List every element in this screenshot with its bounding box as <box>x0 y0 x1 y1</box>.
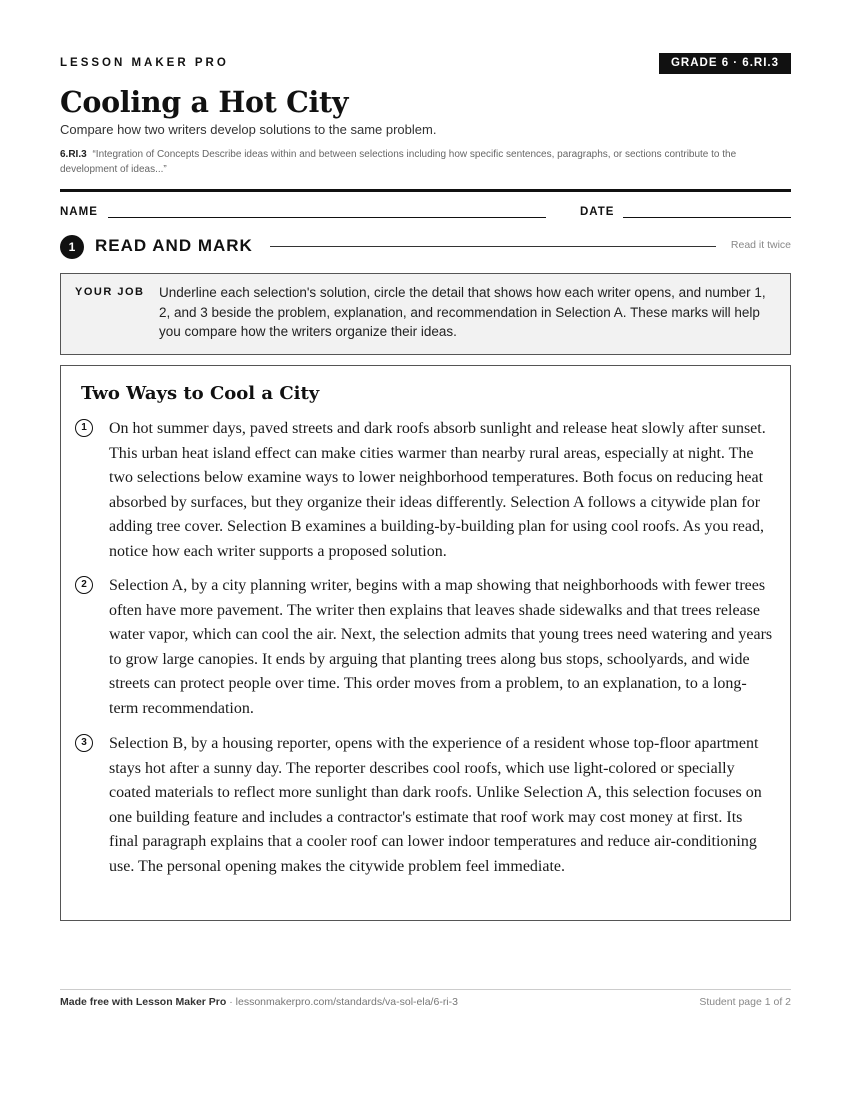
read-twice-note: Read it twice <box>730 239 791 251</box>
your-job-instructions: Underline each selection's solution, circle the detail that shows how each writer opens, and number 1, 2, and 3 beside the problem, explanation, and recommendation in Selection A. These marks will help you compare how the writers organize their ideas. <box>159 285 766 339</box>
worksheet-page <box>60 0 791 1100</box>
standard-text: “Integration of Concepts Describe ideas within and between selections including how specific sentences, paragraphs, or sections contribute to the development of ideas...” <box>60 149 737 175</box>
brand-name: LESSON MAKER PRO <box>60 57 229 69</box>
date-label: DATE <box>580 206 615 218</box>
section-title: READ AND MARK <box>95 236 253 255</box>
page-title: Cooling a Hot City <box>60 85 349 119</box>
passage-title: Two Ways to Cool a City <box>81 383 320 404</box>
name-field[interactable] <box>108 217 546 218</box>
reading-passage-box <box>60 365 791 921</box>
footer-url[interactable]: · lessonmakerpro.com/standards/va-sol-ela/6-ri-3 <box>226 996 458 1008</box>
paragraph-text: On hot summer days, paved streets and dark roofs absorb sunlight and release heat slowly after sunset. This urban heat island effect can make cities warmer than nearby rural areas, especially at night. The two selections below examine ways to lower neighborhood temperatures. Both focus on reducing heat absorbed by surfaces, but they organize their ideas differently. Selection A follows a citywide plan for adding tree cover. Selection B examines a building-by-building plan for using cool roofs. As you read, notice how each writer supports a proposed solution. <box>109 420 766 560</box>
paragraph-number-circle: 2 <box>75 576 93 594</box>
standard-description <box>60 147 791 177</box>
footer-made-with: Made free with Lesson Maker Pro <box>60 996 227 1008</box>
date-field[interactable] <box>623 217 791 218</box>
your-job-box <box>60 273 791 355</box>
footer-credit <box>60 996 458 1008</box>
paragraph-text: Selection B, by a housing reporter, opens with the experience of a resident whose top-floor apartment stays hot after a sunny day. The reporter describes cool roofs, which use light-colored or specially coated materials to reflect more sunlight than dark roofs. Unlike Selection A, this selection focuses on one building feature and includes a contractor's estimate that roof work may cost money at first. Its final paragraph explains that a cooler roof can lower indoor temperatures and reduce air-conditioning use. The personal opening makes the citywide problem feel immediate. <box>109 735 762 875</box>
footer-divider <box>60 989 791 990</box>
paragraph-number-circle: 3 <box>75 734 93 752</box>
section-divider <box>270 246 716 247</box>
your-job-label: YOUR JOB <box>75 286 145 298</box>
page-subtitle: Compare how two writers develop solutions to the same problem. <box>60 122 437 137</box>
header-divider <box>60 189 791 192</box>
standard-code: 6.RI.3 <box>60 149 87 160</box>
paragraph-number-circle: 1 <box>75 419 93 437</box>
paragraph-text: Selection A, by a city planning writer, begins with a map showing that neighborhoods with fewer trees often have more pavement. The writer then explains that leaves shade sidewalks and that trees release water vapor, which can cool the air. Next, the selection admits that young trees need watering and years to grow large canopies. It ends by arguing that planting trees along bus stops, schoolyards, and wide streets can protect people over time. This order moves from a problem, to an explanation, to a long-term recommendation. <box>109 577 773 717</box>
name-label: NAME <box>60 206 98 218</box>
grade-badge: GRADE 6 · 6.RI.3 <box>659 53 791 74</box>
footer-page-number: Student page 1 of 2 <box>699 996 791 1008</box>
step-number-badge: 1 <box>60 235 84 259</box>
